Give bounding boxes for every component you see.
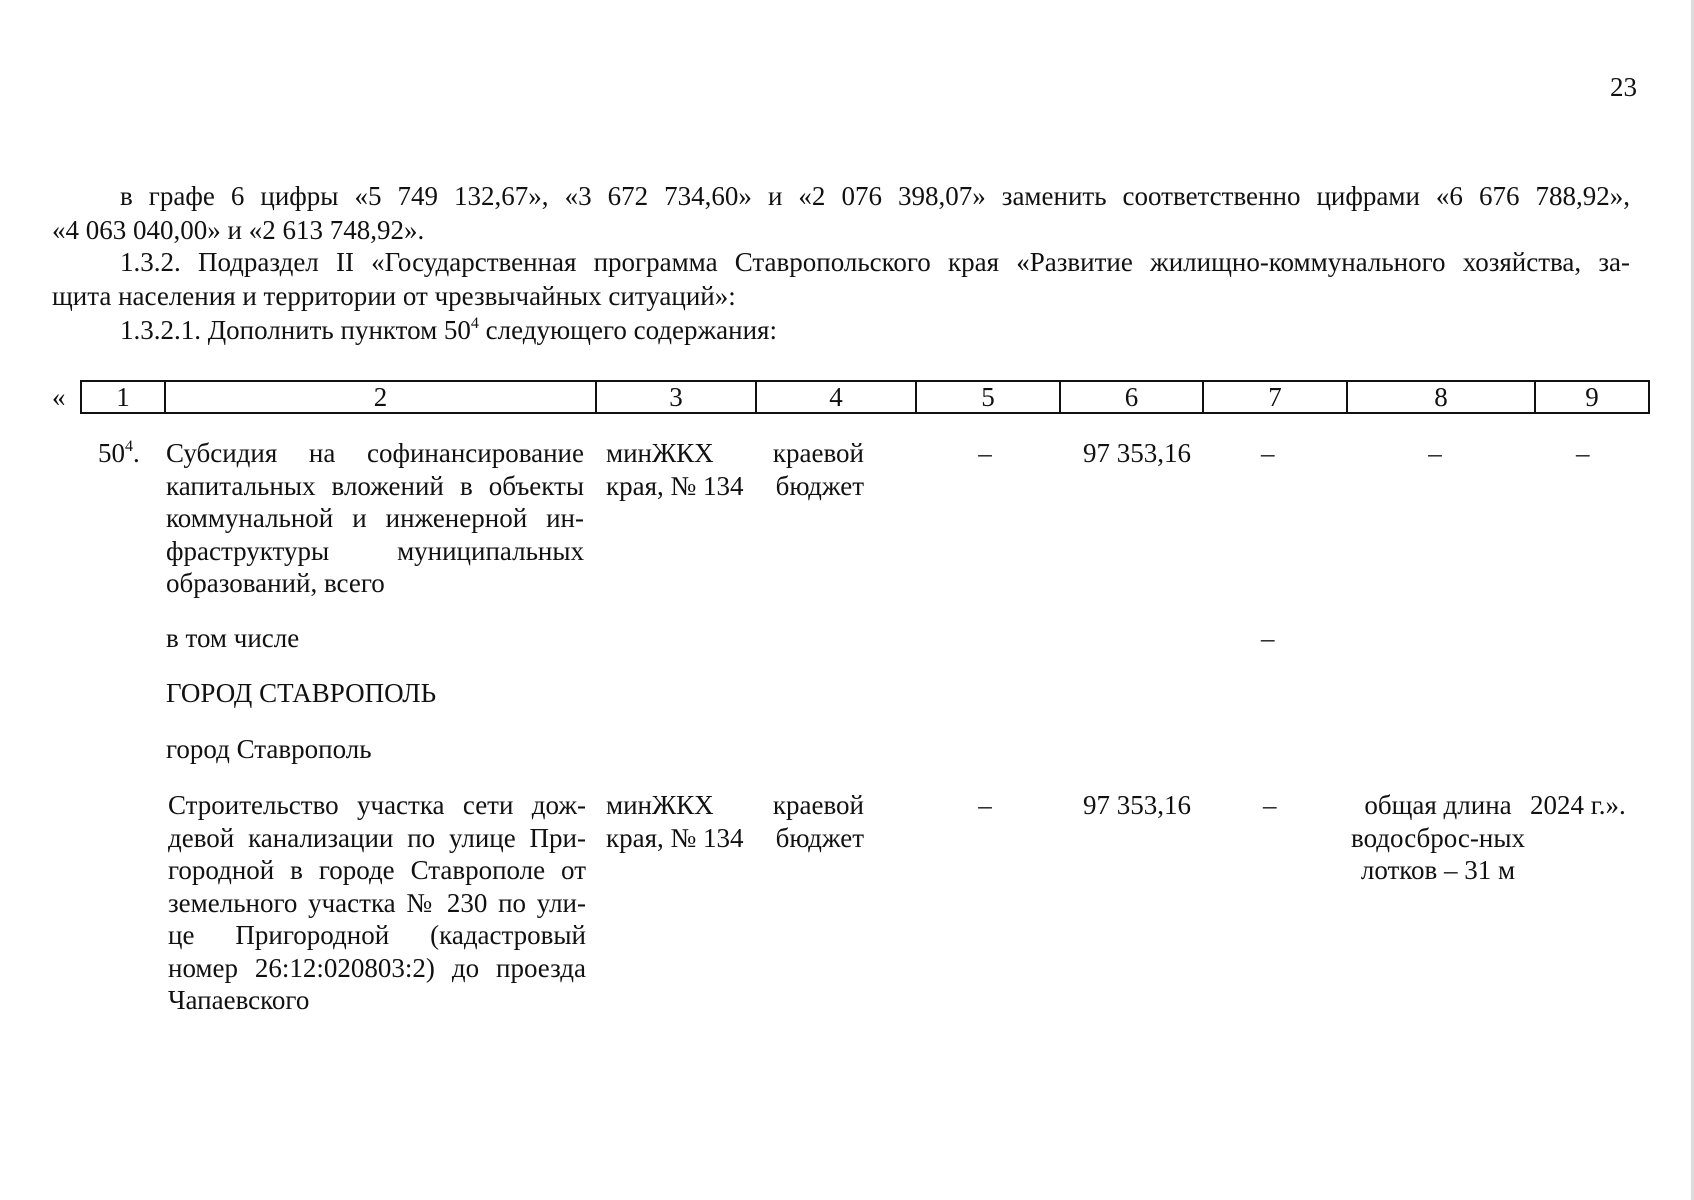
row-1-number-superscript: 4 [125,438,133,455]
header-cell-1: 1 [81,381,165,413]
paragraph-3-tail: следующего содержания: [478,315,777,345]
header-cell-7: 7 [1203,381,1347,413]
intro-text [52,179,1630,347]
paragraph-2-line-1: 1.3.2. Подраздел II «Государственная программа Ставропольского края «Развитие жилищно-коммунального хозяйства, за- [120,247,1630,277]
row-1-number-dot: . [133,438,140,468]
including-col7: – [1261,623,1275,653]
opening-quote: « [52,382,66,412]
row-2-result: общая длина водосброс-ных лотков – 31 м [1351,790,1525,885]
paragraph-1-line-2: «4 063 040,00» и «2 613 748,92». [52,215,425,245]
header-cell-4: 4 [756,381,916,413]
header-cell-5: 5 [916,381,1060,413]
row-1-executor: минЖКХ края, № 134 [606,438,744,501]
paragraph-3-text: 1.3.2.1. Дополнить пунктом 50 [120,315,471,345]
column-number-header [80,380,1650,414]
row-2-name: Строительство участка сети дож-девой канализации по улице При-городной в городе Ставрополе от земельного участка № 230 по ули-це Пригородной (кадастровый номер 26:12:020803:2) до проезда Чапаевского [168,790,586,1015]
paragraph-2-line-2: щита населения и территории от чрезвычайных ситуаций»: [52,281,736,311]
header-cell-6: 6 [1060,381,1203,413]
row-2-col7: – [1263,790,1277,820]
header-cell-8: 8 [1347,381,1535,413]
page-number: 23 [1610,72,1637,102]
row-2-deadline: 2024 г.». [1530,790,1626,820]
row-1-col8: – [1428,438,1442,468]
header-cell-3: 3 [596,381,756,413]
paragraph-3 [52,313,1630,347]
row-2-source: краевой бюджет [772,790,864,853]
header-cell-2: 2 [165,381,596,413]
row-2-col5: – [978,790,992,820]
city-heading-lower: город Ставрополь [166,734,372,764]
row-1-col7: – [1261,438,1275,468]
row-1-name: Субсидия на софинансирование капитальных вложений в объекты коммунальной и инженерной ин-фраструктуры муниципальных образований, всего [166,438,584,598]
row-2-amount: 97 353,16 [1083,790,1191,820]
header-cell-9: 9 [1535,381,1649,413]
row-1-number-text: 50 [98,438,125,468]
including-label: в том числе [166,623,300,653]
row-1-number [98,437,140,470]
row-1-amount: 97 353,16 [1083,438,1191,468]
row-1-col5: – [978,438,992,468]
row-1-source: краевой бюджет [772,438,864,501]
row-1-col9: – [1576,438,1590,468]
paragraph-3-superscript: 4 [470,315,479,332]
city-heading-upper: ГОРОД СТАВРОПОЛЬ [166,678,437,708]
paragraph-1-line-1: в графе 6 цифры «5 749 132,67», «3 672 734,60» и «2 076 398,07» заменить соответственно цифрами «6 676 788,92», [120,181,1630,211]
row-2-executor: минЖКХ края, № 134 [606,790,744,853]
